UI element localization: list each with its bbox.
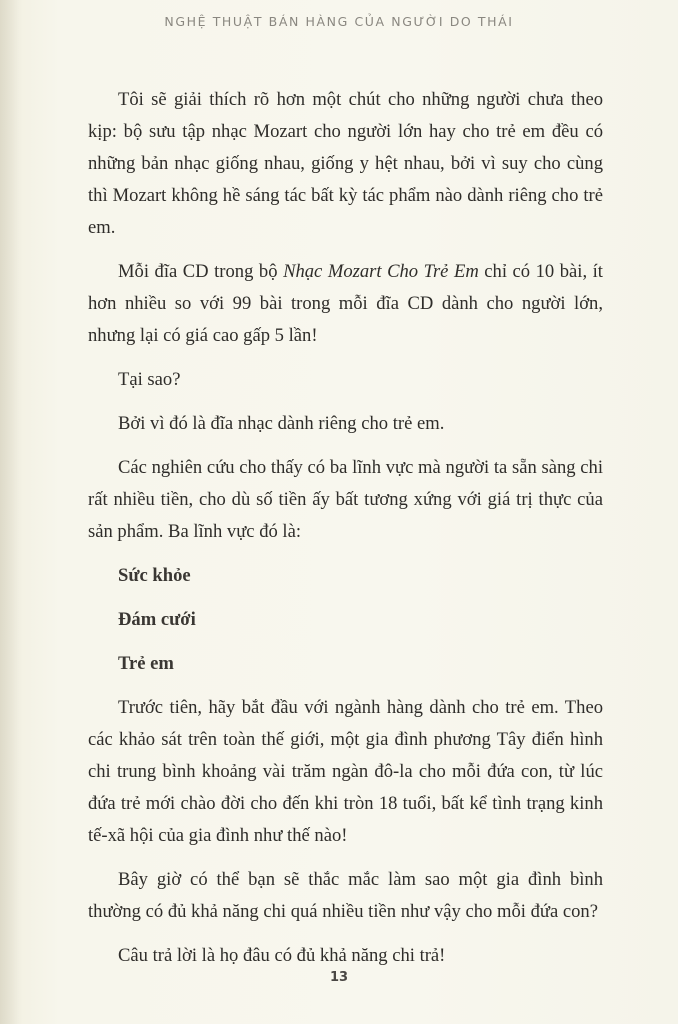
album-title: Nhạc Mozart Cho Trẻ Em <box>283 261 479 282</box>
paragraph-4: Bởi vì đó là đĩa nhạc dành riêng cho trẻ em. <box>118 413 445 434</box>
paragraph-2 <box>88 256 603 352</box>
page-gutter-shadow <box>0 0 22 1024</box>
paragraph-2-start: Mỗi đĩa CD trong bộ <box>118 261 284 282</box>
list-item-health: Sức khỏe <box>118 565 191 586</box>
list-item-children: Trẻ em <box>118 653 174 674</box>
running-header: NGHỆ THUẬT BÁN HÀNG CỦA NGƯỜI DO THÁI <box>164 14 514 29</box>
paragraph-2-end: chỉ có 10 bài, ít hơn nhiều so với 99 bài trong mỗi đĩa CD dành cho người lớn, nhưng lại có giá cao gấp 5 lần! <box>88 261 603 346</box>
paragraph-5: Các nghiên cứu cho thấy có ba lĩnh vực mà người ta sẵn sàng chi rất nhiều tiền, cho dù số tiền ấy bất tương xứng với giá trị thực của sản phẩm. Ba lĩnh vực đó là: <box>88 457 603 542</box>
paragraph-7: Bây giờ có thể bạn sẽ thắc mắc làm sao một gia đình bình thường có đủ khả năng chi quá nhiều tiền như vậy cho mỗi đứa con? <box>88 869 603 922</box>
paragraph-3: Tại sao? <box>118 369 181 390</box>
paragraph-1: Tôi sẽ giải thích rõ hơn một chút cho những người chưa theo kịp: bộ sưu tập nhạc Mozart cho người lớn hay cho trẻ em đều có những bản nhạc giống nhau, giống y hệt nhau, bởi vì suy cho cùng thì Mozart không hề sáng tác bất kỳ tác phẩm nào dành riêng cho trẻ em. <box>88 89 603 238</box>
paragraph-6: Trước tiên, hãy bắt đầu với ngành hàng dành cho trẻ em. Theo các khảo sát trên toàn thế giới, một gia đình phương Tây điển hình chi trung bình khoảng vài trăm ngàn đô-la cho mỗi đứa con, từ lúc đứa trẻ mới chào đời cho đến khi tròn 18 tuổi, bất kể tình trạng kinh tế-xã hội của gia đình như thế nào! <box>88 697 603 846</box>
paragraph-8: Câu trả lời là họ đâu có đủ khả năng chi trả! <box>118 945 446 966</box>
page-number: 13 <box>329 970 349 985</box>
list-item-wedding: Đám cưới <box>118 609 196 630</box>
page-body <box>88 84 603 984</box>
